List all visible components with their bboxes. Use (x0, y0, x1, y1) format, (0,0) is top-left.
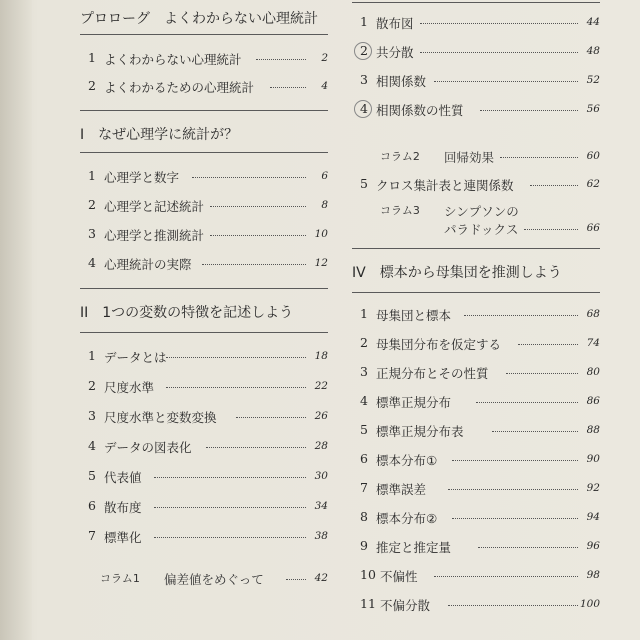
dot-leader (166, 357, 306, 358)
dot-leader (464, 315, 578, 316)
page-number: 88 (586, 424, 600, 436)
entry-number: 6 (88, 498, 96, 513)
dot-leader (448, 605, 578, 606)
toc-entry[interactable] (80, 468, 328, 486)
dot-leader (434, 576, 578, 577)
toc-entry[interactable] (80, 378, 328, 396)
entry-title: 正規分布とその性質 (376, 366, 489, 381)
toc-entry[interactable] (80, 408, 328, 426)
entry-number: 8 (360, 509, 368, 524)
entry-number: 4 (360, 101, 368, 116)
entry-title: 相関係数の性質 (376, 103, 464, 118)
entry-number: 6 (360, 451, 368, 466)
toc-entry[interactable] (80, 255, 328, 273)
chapter-1-heading: I なぜ心理学に統計が？ (80, 127, 239, 143)
entry-title: 推定と推定量 (376, 540, 452, 555)
dot-leader (476, 402, 578, 403)
column-3-entry-cont[interactable] (352, 220, 600, 238)
toc-entry[interactable] (80, 50, 328, 68)
toc-entry[interactable] (352, 72, 600, 90)
column-3-title-line1: シンプソンの (444, 204, 519, 219)
page-number: 2 (321, 52, 328, 64)
page-number: 90 (586, 453, 600, 465)
dot-leader (434, 81, 578, 82)
toc-entry[interactable] (352, 509, 600, 527)
dot-leader (154, 477, 306, 478)
divider (80, 332, 328, 333)
toc-entry[interactable] (80, 438, 328, 456)
toc-entry[interactable] (352, 480, 600, 498)
page-number: 96 (586, 540, 600, 552)
column-1-entry[interactable] (80, 570, 328, 588)
page-number: 48 (586, 45, 600, 57)
entry-title: 尺度水準と変数変換 (104, 410, 217, 425)
page-number: 92 (586, 482, 600, 494)
page-number: 38 (314, 530, 328, 542)
divider (80, 110, 328, 111)
dot-leader (206, 447, 306, 448)
dot-leader (286, 579, 306, 580)
entry-title: 心理統計の実際 (104, 257, 192, 272)
entry-title: クロス集計表と連関係数 (376, 178, 514, 193)
column-2-entry[interactable] (352, 148, 600, 166)
toc-entry[interactable] (352, 567, 600, 585)
divider (80, 34, 328, 35)
entry-number: 9 (360, 538, 368, 553)
entry-title: 不偏性 (380, 569, 418, 584)
page-number: 22 (314, 380, 328, 392)
toc-entry[interactable] (352, 43, 600, 61)
entry-number: 1 (88, 168, 96, 183)
toc-entry[interactable] (352, 335, 600, 353)
dot-leader (500, 157, 578, 158)
entry-number: 2 (360, 335, 368, 350)
entry-title: 標本分布② (376, 511, 438, 526)
toc-entry[interactable] (352, 538, 600, 556)
page-number: 68 (586, 308, 600, 320)
column-3-label: コラム3 (380, 204, 420, 217)
toc-entry[interactable] (80, 226, 328, 244)
entry-number: 3 (360, 72, 368, 87)
column-3-entry[interactable] (352, 202, 600, 220)
entry-title: 標準誤差 (376, 482, 427, 497)
chapter-2-heading: II 1つの変数の特徴を記述しよう (80, 305, 294, 321)
entry-number: 1 (88, 348, 96, 363)
entry-title: 共分散 (376, 45, 414, 60)
column-3-title-line2: パラドックス (444, 222, 519, 237)
dot-leader (524, 229, 578, 230)
entry-title: 心理学と記述統計 (104, 199, 205, 214)
page-number: 28 (314, 440, 328, 452)
entry-title: よくわかるための心理統計 (104, 80, 255, 95)
page-number: 12 (314, 257, 328, 269)
page-number: 98 (586, 569, 600, 581)
toc-entry[interactable] (352, 451, 600, 469)
toc-entry[interactable] (352, 393, 600, 411)
toc-entry[interactable] (352, 14, 600, 32)
entry-title: 心理学と数字 (104, 170, 180, 185)
dot-leader (210, 206, 306, 207)
entry-number: 1 (88, 50, 96, 65)
dot-leader (210, 235, 306, 236)
dot-leader (518, 344, 578, 345)
page-number: 66 (586, 222, 600, 234)
page-number: 80 (586, 366, 600, 378)
toc-entry[interactable] (352, 364, 600, 382)
dot-leader (492, 431, 578, 432)
page-number: 4 (321, 80, 328, 92)
page-number: 52 (586, 74, 600, 86)
page-number: 60 (586, 150, 600, 162)
entry-title: データとは (104, 350, 167, 365)
column-2-label: コラム2 (380, 150, 420, 163)
page-number: 56 (586, 103, 600, 115)
entry-number: 10 (360, 567, 376, 582)
toc-entry[interactable] (80, 528, 328, 546)
entry-title: 散布図 (376, 16, 414, 31)
page-number: 34 (314, 500, 328, 512)
entry-number: 4 (88, 255, 96, 270)
entry-title: 母集団と標本 (376, 308, 452, 323)
page-number: 18 (314, 350, 328, 362)
page-number: 62 (586, 178, 600, 190)
entry-title: 標準正規分布表 (376, 424, 464, 439)
page-number: 10 (314, 228, 328, 240)
chapter-4-heading: IV 標本から母集団を推測しよう (352, 265, 562, 281)
entry-number: 1 (360, 306, 368, 321)
toc-entry[interactable] (80, 78, 328, 96)
page-number: 44 (586, 16, 600, 28)
entry-title: データの図表化 (104, 440, 192, 455)
entry-number: 11 (360, 596, 376, 611)
page-number: 30 (314, 470, 328, 482)
entry-title: 標準化 (104, 530, 142, 545)
entry-number: 4 (88, 438, 96, 453)
dot-leader (202, 264, 306, 265)
divider (352, 2, 600, 3)
entry-title: 相関係数 (376, 74, 427, 89)
prologue-heading: プロローグ よくわからない心理統計 (80, 11, 318, 27)
page-number: 26 (314, 410, 328, 422)
entry-number: 5 (360, 422, 368, 437)
entry-number: 7 (360, 480, 368, 495)
dot-leader (478, 547, 578, 548)
toc-entry[interactable] (352, 596, 600, 614)
toc-entry[interactable] (352, 422, 600, 440)
entry-title: 心理学と推測統計 (104, 228, 205, 243)
entry-title: 代表値 (104, 470, 142, 485)
column-1-title: 偏差値をめぐって (164, 572, 264, 587)
toc-entry[interactable] (80, 168, 328, 186)
divider (80, 152, 328, 153)
page-number: 94 (586, 511, 600, 523)
page-number: 8 (321, 199, 328, 211)
divider (352, 248, 600, 249)
dot-leader (480, 110, 578, 111)
dot-leader (154, 507, 306, 508)
divider (352, 292, 600, 293)
page-number: 6 (321, 170, 328, 182)
dot-leader (448, 489, 578, 490)
dot-leader (506, 373, 578, 374)
entry-number: 7 (88, 528, 96, 543)
page-gutter (0, 0, 32, 640)
entry-title: 標準正規分布 (376, 395, 452, 410)
entry-title: 不偏分散 (380, 598, 431, 613)
entry-number: 5 (88, 468, 96, 483)
column-2-title: 回帰効果 (444, 150, 495, 165)
dot-leader (452, 460, 578, 461)
column-1-label: コラム1 (100, 572, 140, 585)
dot-leader (420, 52, 578, 53)
entry-number: 3 (88, 408, 96, 423)
toc-entry[interactable] (352, 176, 600, 194)
divider (80, 288, 328, 289)
entry-number: 2 (360, 43, 368, 58)
dot-leader (166, 387, 306, 388)
page-number: 42 (314, 572, 328, 584)
toc-entry[interactable] (80, 498, 328, 516)
entry-number: 2 (88, 78, 96, 93)
page-number: 86 (586, 395, 600, 407)
entry-title: 標本分布① (376, 453, 438, 468)
dot-leader (236, 417, 306, 418)
dot-leader (452, 518, 578, 519)
dot-leader (530, 185, 578, 186)
dot-leader (270, 87, 306, 88)
page-number: 100 (579, 598, 600, 610)
dot-leader (192, 177, 306, 178)
entry-title: 尺度水準 (104, 380, 155, 395)
toc-entry[interactable] (352, 101, 600, 119)
dot-leader (256, 59, 306, 60)
dot-leader (420, 23, 578, 24)
toc-entry[interactable] (80, 197, 328, 215)
entry-number: 1 (360, 14, 368, 29)
entry-number: 3 (88, 226, 96, 241)
entry-number: 4 (360, 393, 368, 408)
toc-entry[interactable] (80, 348, 328, 366)
toc-entry[interactable] (352, 306, 600, 324)
entry-title: 散布度 (104, 500, 142, 515)
entry-number: 2 (88, 197, 96, 212)
dot-leader (154, 537, 306, 538)
page-number: 74 (586, 337, 600, 349)
entry-title: 母集団分布を仮定する (376, 337, 502, 352)
entry-number: 3 (360, 364, 368, 379)
entry-number: 5 (360, 176, 368, 191)
entry-number: 2 (88, 378, 96, 393)
entry-title: よくわからない心理統計 (104, 52, 242, 67)
